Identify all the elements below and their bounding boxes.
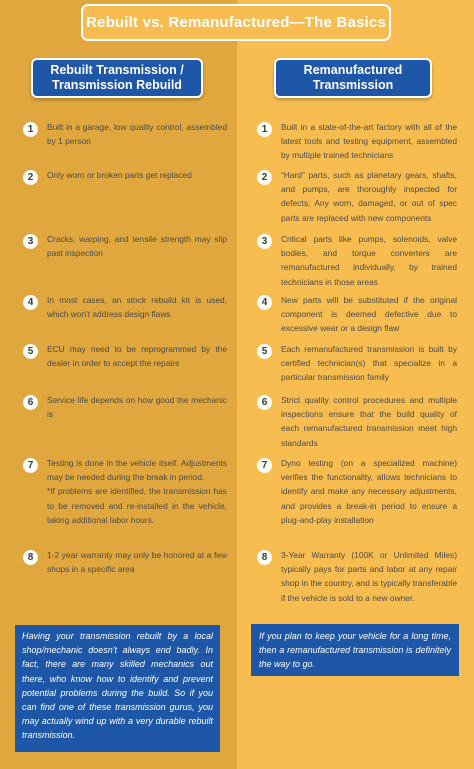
rebuilt-item-6 <box>23 393 227 421</box>
item-text <box>47 456 227 527</box>
item-text: Built in a garage, low quality control, assembled by 1 person <box>47 122 227 147</box>
number-badge: 4 <box>23 295 38 310</box>
rebuilt-item-5 <box>23 342 227 370</box>
number-badge: 2 <box>257 170 272 185</box>
remanufactured-item-3 <box>257 232 457 289</box>
remanufactured-item-7 <box>257 456 457 527</box>
number-badge: 5 <box>23 344 38 359</box>
remanufactured-item-6 <box>257 393 457 450</box>
number-badge: 6 <box>257 395 272 410</box>
number-badge: 1 <box>23 122 38 137</box>
item-text: Strict quality control procedures and multiple inspections ensure that the build quality of each remanufactured transmission meet high standards <box>281 395 457 448</box>
item-text: ECU may need to be reprogrammed by the dealer in order to accept the repairs <box>47 344 227 369</box>
item-text: Each remanufactured transmission is built by certified technician(s) that specialize in a particular transmission family <box>281 344 457 383</box>
number-badge: 6 <box>23 395 38 410</box>
number-badge: 3 <box>257 234 272 249</box>
number-badge: 8 <box>257 550 272 565</box>
remanufactured-heading-line2: Transmission <box>312 78 394 92</box>
remanufactured-item-1 <box>257 120 457 163</box>
number-badge: 2 <box>23 170 38 185</box>
remanufactured-item-5 <box>257 342 457 385</box>
item-text: Critical parts like pumps, solenoids, valve bodies, and torque converters are remanufactured individually, by trained technicians in those areas <box>281 234 457 287</box>
rebuilt-heading-line2: Transmission Rebuild <box>52 78 182 92</box>
item-text: Only worn or broken parts get replaced <box>47 170 192 180</box>
rebuilt-heading <box>31 58 203 98</box>
item-text: Built in a state-of-the-art factory with all of the latest tools and testing equipment, assembled by multiple trained technicians <box>281 122 457 161</box>
item-text-note: *If problems are identified, the transmission has to be removed and re-installed in the vehicle, taking additional labor hours. <box>47 486 227 525</box>
number-badge: 7 <box>257 458 272 473</box>
rebuilt-item-1 <box>23 120 227 148</box>
number-badge: 4 <box>257 295 272 310</box>
remanufactured-heading <box>274 58 432 98</box>
item-text: “Hard” parts, such as planetary gears, shafts, and pumps, are thoroughly inspected for defects; Any worn, damaged, or out of spec parts are replaced with new components <box>281 170 457 223</box>
rebuilt-heading-line1: Rebuilt Transmission / <box>50 63 184 77</box>
rebuilt-note-box: Having your transmission rebuilt by a local shop/mechanic doesn't always end badly. In fact, there are many skilled mechanics out there, who know how to identify and prevent potential problems during the build. So if you can find one of these transmission gurus, you may actually wind up with a very durable rebuilt transmission. <box>15 625 220 752</box>
rebuilt-item-8 <box>23 548 227 576</box>
item-text: In most cases, an stock rebuild kit is used, which won't address design flaws <box>47 295 227 320</box>
item-text: 3-Year Warranty (100K or Unlimited Miles) typically pays for parts and labor at any repair shop in the country, and is typically transferable if the vehicle is sold to a new owner. <box>281 550 457 603</box>
rebuilt-item-4 <box>23 293 227 321</box>
rebuilt-item-2 <box>23 168 227 185</box>
remanufactured-item-4 <box>257 293 457 336</box>
remanufactured-note-box: If you plan to keep your vehicle for a long time, then a remanufactured transmission is definitely the way to go. <box>251 624 459 676</box>
number-badge: 1 <box>257 122 272 137</box>
item-text: New parts will be substituted if the original component is deemed defective due to excessive wear or a design flaw <box>281 295 457 334</box>
number-badge: 5 <box>257 344 272 359</box>
remanufactured-item-8 <box>257 548 457 605</box>
item-text: Dyno testing (on a specialized machine) verifies the functionality, allows technicians to identify and make any necessary adjustments, and provides a break-in period to ensure a plug-and-play installation <box>281 458 457 525</box>
item-text: 1-2 year warranty may only be honored at a few shops in a specific area <box>47 550 227 575</box>
item-text: Service life depends on how good the mechanic is <box>47 395 227 420</box>
rebuilt-item-3 <box>23 232 227 260</box>
page-title: Rebuilt vs. Remanufactured—The Basics <box>81 4 391 41</box>
rebuilt-item-7 <box>23 456 227 527</box>
item-text-main: Testing is done in the vehicle itself. Adjustments may be needed during the break in period. <box>47 458 227 483</box>
number-badge: 7 <box>23 458 38 473</box>
remanufactured-heading-line1: Remanufactured <box>303 63 403 77</box>
number-badge: 3 <box>23 234 38 249</box>
remanufactured-item-2 <box>257 168 457 225</box>
item-text: Cracks, warping, and tensile strength may slip past inspection <box>47 234 227 259</box>
number-badge: 8 <box>23 550 38 565</box>
